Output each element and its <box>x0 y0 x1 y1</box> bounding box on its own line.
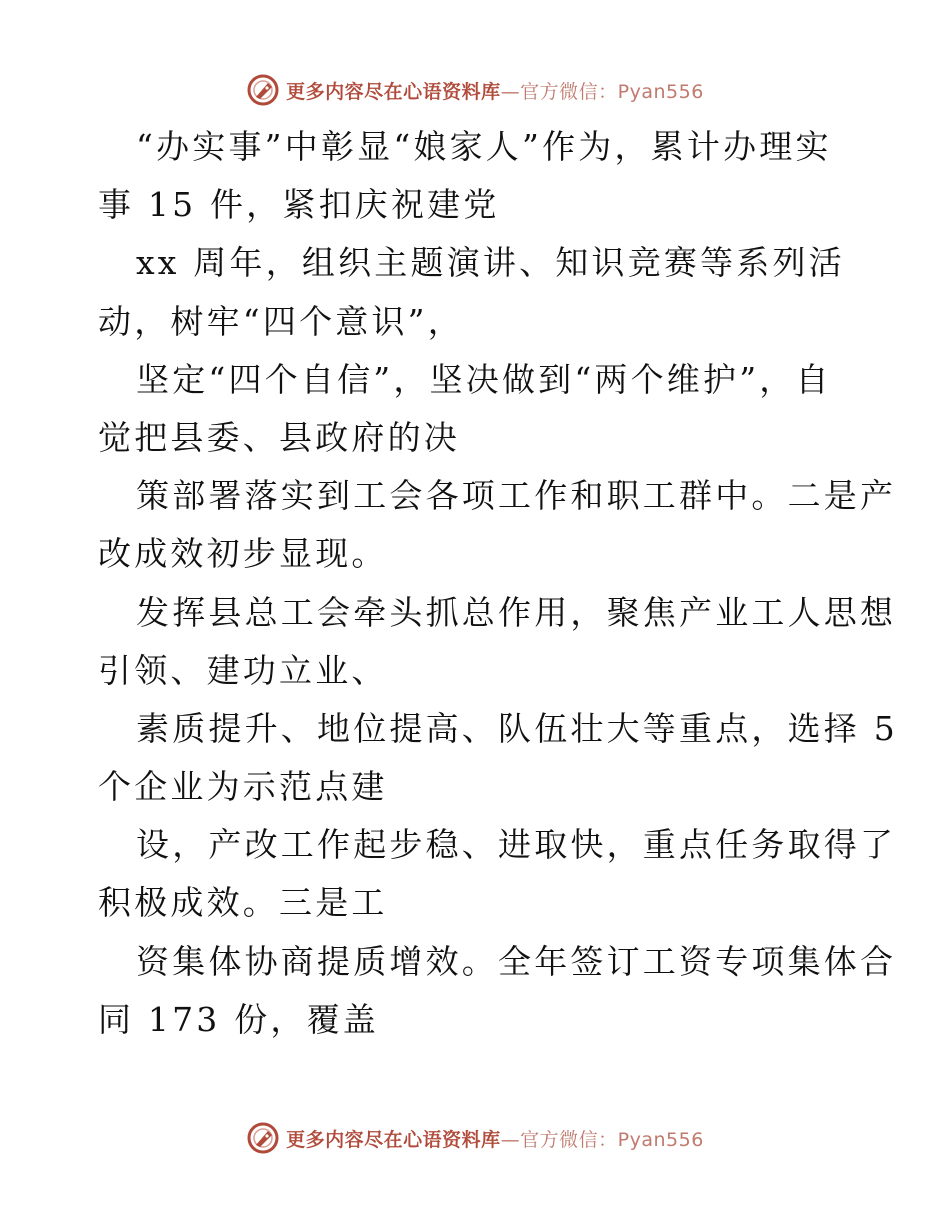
watermark-brand: 更多内容尽在心语资料库 <box>286 80 501 103</box>
watermark-text <box>286 77 704 104</box>
footer-watermark <box>0 1118 950 1158</box>
text-line: 素质提升、地位提高、队伍壮大等重点，选择 5 <box>136 708 898 748</box>
watermark-brand: 更多内容尽在心语资料库 <box>286 1128 501 1151</box>
text-line: 同 173 份，覆盖 <box>98 999 379 1039</box>
text-line: xx 周年，组织主题演讲、知识竞赛等系列活 <box>136 243 845 283</box>
text-line: 资集体协商提质增效。全年签订工资专项集体合 <box>136 941 897 981</box>
text-line: 策部署落实到工会各项工作和职工群中。二是产 <box>136 476 897 516</box>
text-line: 动，树牢“四个意识”， <box>98 301 464 341</box>
text-line: 设，产改工作起步稳、进取快，重点任务取得了 <box>136 825 897 865</box>
watermark-text <box>286 1125 704 1152</box>
watermark-contact: 官方微信：Pyan556 <box>520 1128 704 1151</box>
header-watermark <box>0 70 950 110</box>
text-line: 积极成效。三是工 <box>98 883 388 923</box>
watermark-contact: 官方微信：Pyan556 <box>520 80 704 103</box>
text-line: 发挥县总工会牵头抓总作用，聚焦产业工人思想 <box>136 592 897 632</box>
text-line: 觉把县委、县政府的决 <box>98 417 460 457</box>
pen-nib-circle-icon <box>246 1121 280 1155</box>
document-body <box>98 118 898 1049</box>
watermark-separator: — <box>500 1128 521 1151</box>
pen-nib-circle-icon <box>246 73 280 107</box>
text-line: 坚定“四个自信”，坚决做到“两个维护”，自 <box>136 359 832 399</box>
watermark-separator: — <box>500 80 521 103</box>
text-line: 个企业为示范点建 <box>98 767 388 807</box>
text-line: 改成效初步显现。 <box>98 534 388 574</box>
text-line: 引领、建功立业、 <box>98 650 388 690</box>
text-line: “办实事”中彰显“娘家人”作为，累计办理实 <box>136 127 832 166</box>
text-line: 事 15 件，紧扣庆祝建党 <box>98 185 500 225</box>
